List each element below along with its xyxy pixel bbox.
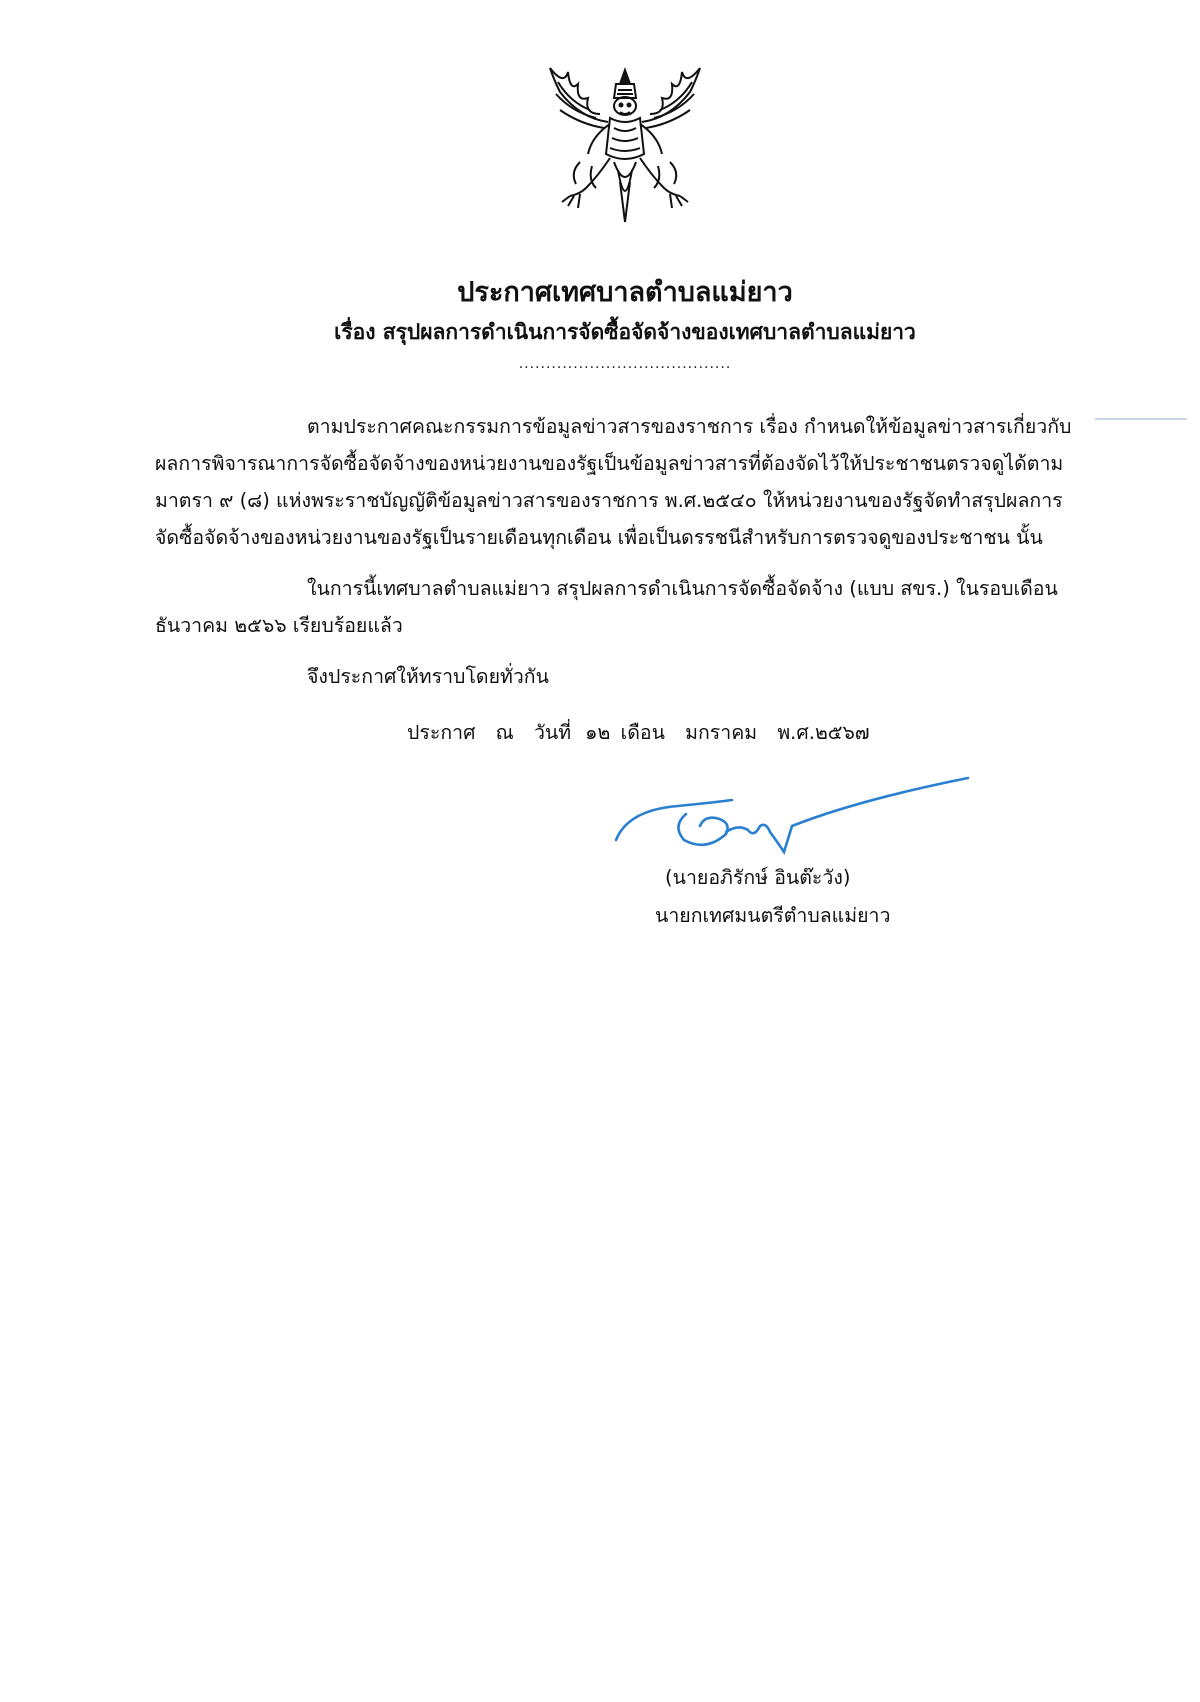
paragraph-line: ตามประกาศคณะกรรมการข้อมูลข่าวสารของราชการ เรื่อง กำหนดให้ข้อมูลข่าวสารเกี่ยวกับ [307,415,1072,438]
date-month-label: เดือน [620,721,665,744]
date-prefix: ประกาศ [407,721,476,744]
signer-name: (นายอภิรักษ์ อินต๊ะวัง) [665,866,851,889]
date-at: ณ [495,721,514,744]
body-paragraph-1 [155,408,1090,556]
announcement-subject: เรื่อง สรุปผลการดำเนินการจัดซื้อจัดจ้างของเทศบาลตำบลแม่ยาว [334,320,916,344]
handwritten-signature [608,770,978,870]
announcement-date [407,717,884,748]
garuda-emblem-icon [540,62,710,227]
date-year: พ.ศ.๒๕๖๗ [777,721,870,744]
body-paragraph-2 [155,570,1090,644]
date-day: ๑๒ [585,721,611,744]
closing-sentence: จึงประกาศให้ทราบโดยทั่วกัน [307,665,549,688]
paragraph-line: ธันวาคม ๒๕๖๖ เรียบร้อยแล้ว [155,614,403,637]
date-day-label: วันที่ [533,721,572,744]
paragraph-line: ในการนี้เทศบาลตำบลแม่ยาว สรุปผลการดำเนินการจัดซื้อจัดจ้าง (แบบ สขร.) ในรอบเดือน [307,577,1058,600]
scan-edge-mark [1095,418,1187,420]
announcement-title: ประกาศเทศบาลตำบลแม่ยาว [457,277,793,308]
paragraph-line: จัดซื้อจัดจ้างของหน่วยงานของรัฐเป็นรายเดือนทุกเดือน เพื่อเป็นดรรชนีสำหรับการตรวจดูของประชาชน นั้น [155,526,1043,549]
title-divider: ....................................... [518,356,732,372]
signer-position: นายกเทศมนตรีตำบลแม่ยาว [655,904,891,927]
date-month: มกราคม [685,721,758,744]
paragraph-line: ผลการพิจารณาการจัดซื้อจัดจ้างของหน่วยงานของรัฐเป็นข้อมูลข่าวสารที่ต้องจัดไว้ให้ประชาชนตรวจดูได้ตาม [155,452,1064,475]
paragraph-line: มาตรา ๙ (๘) แห่งพระราชบัญญัติข้อมูลข่าวสารของราชการ พ.ศ.๒๕๔๐ ให้หน่วยงานของรัฐจัดทำสรุปผลการ [155,489,1063,512]
